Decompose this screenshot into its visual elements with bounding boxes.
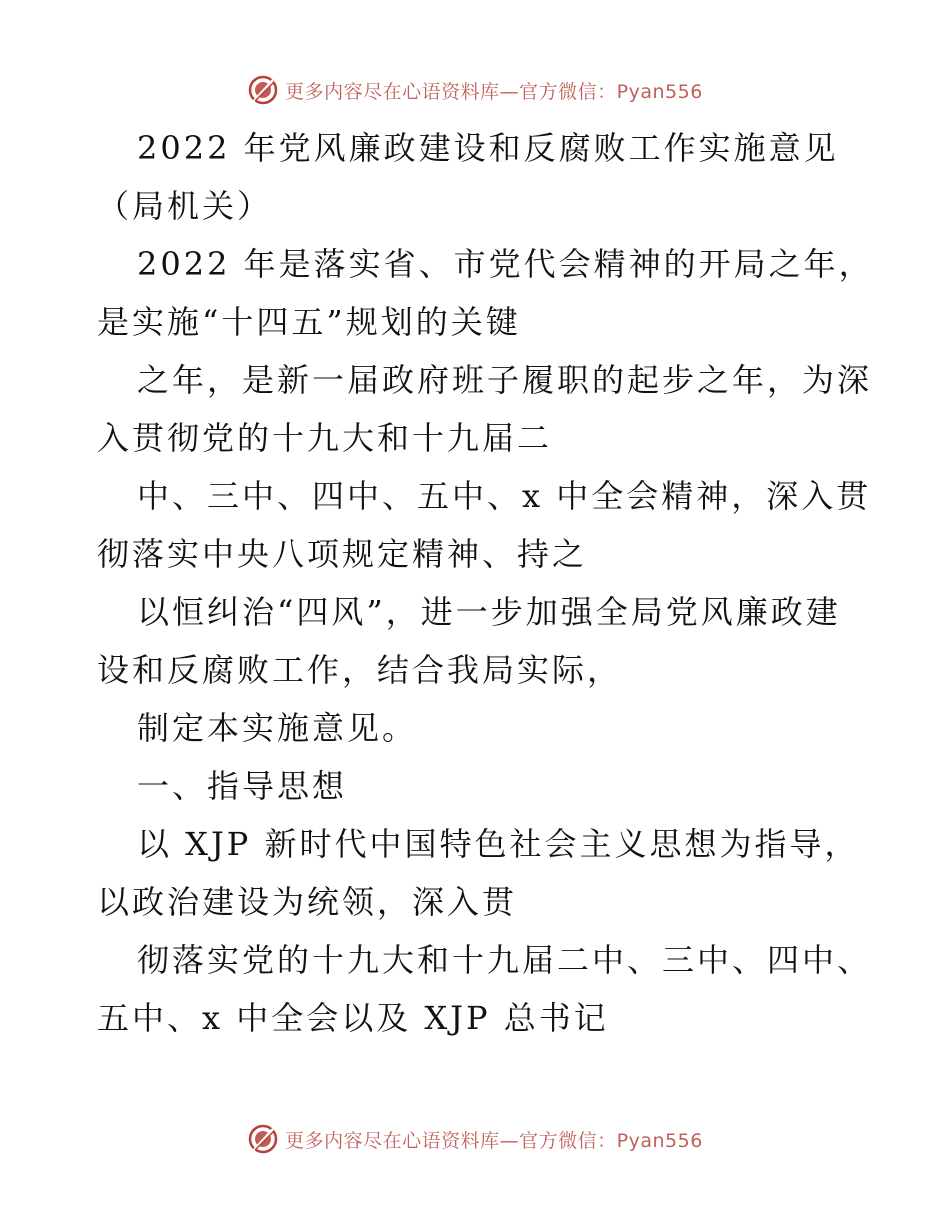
paragraph-line: 入贯彻党的十九大和十九届二 [97, 419, 553, 457]
watermark-text: 更多内容尽在心语资料库—官方微信：Pyan556 [285, 1129, 703, 1152]
paragraph-line: 制定本实施意见。 [137, 709, 418, 747]
document-title: 2022 年党风廉政建设和反腐败工作实施意见 [137, 129, 839, 167]
paragraph-line: 五中、x 中全会以及 XJP 总书记 [97, 999, 609, 1037]
quill-seal-icon [247, 1123, 279, 1155]
paragraph-line: 之年，是新一届政府班子履职的起步之年，为深 [137, 361, 873, 399]
paragraph-line: 2022 年是落实省、市党代会精神的开局之年， [137, 245, 874, 283]
section-heading: 一、指导思想 [137, 767, 348, 805]
paragraph-line: 彻落实党的十九大和十九届二中、三中、四中、 [137, 941, 873, 979]
paragraph-line: 以 XJP 新时代中国特色社会主义思想为指导， [137, 825, 860, 863]
paragraph-line: 以政治建设为统领，深入贯 [97, 883, 518, 921]
paragraph-line: 彻落实中央八项规定精神、持之 [97, 535, 588, 573]
paragraph-line: 以恒纠治“四风”，进一步加强全局党风廉政建 [137, 593, 841, 631]
paragraph-line: 中、三中、四中、五中、x 中全会精神，深入贯 [137, 477, 872, 515]
document-subtitle: （局机关） [97, 187, 273, 225]
paragraph-line: 是实施“十四五”规划的关键 [97, 303, 521, 341]
watermark-text: 更多内容尽在心语资料库—官方微信：Pyan556 [285, 80, 703, 103]
paragraph-line: 设和反腐败工作，结合我局实际， [97, 651, 623, 689]
footer-watermark [0, 1117, 950, 1161]
